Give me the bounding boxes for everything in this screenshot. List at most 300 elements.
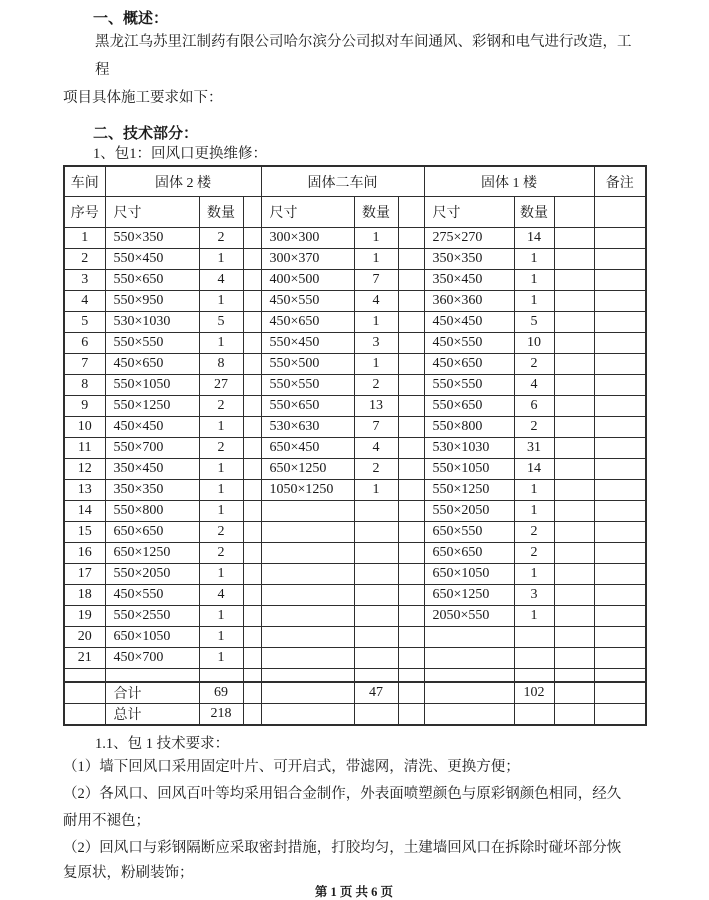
- qty-cell: 1: [514, 480, 554, 501]
- gap-header-2: [398, 197, 424, 228]
- qty-cell: 2: [199, 396, 243, 417]
- size-cell: [424, 669, 514, 683]
- qty-cell: 1: [199, 564, 243, 585]
- gap-cell: [243, 417, 261, 438]
- seq-cell: 10: [64, 417, 105, 438]
- group1-header: 固体 2 楼: [105, 166, 261, 197]
- qty-cell: 102: [514, 682, 554, 704]
- qty-cell: 1: [354, 354, 398, 375]
- requirement-item-1: （1）墙下回风口采用固定叶片、可开启式，带滤网，清洗、更换方便；: [63, 759, 520, 775]
- gap-cell: [398, 375, 424, 396]
- size-cell: 550×550: [424, 375, 514, 396]
- requirement-item-2-line1: （2）各风口、回风百叶等均采用铝合金制作，外表面喷塑颜色与原彩钢颜色相同，经久: [63, 786, 622, 802]
- qty-cell: 27: [199, 375, 243, 396]
- size-cell: [424, 682, 514, 704]
- qty-cell: 1: [514, 291, 554, 312]
- gap-cell: [398, 312, 424, 333]
- qty-cell: [514, 648, 554, 669]
- intro-line1: 黑龙江乌苏里江制药有限公司哈尔滨分公司拟对车间通风、彩钢和电气进行改造，工程: [95, 34, 632, 78]
- size-cell: 450×550: [424, 333, 514, 354]
- size-cell: [261, 704, 354, 726]
- table-row: [64, 249, 646, 270]
- gap-cell: [398, 480, 424, 501]
- size-cell: 650×1050: [424, 564, 514, 585]
- qty-cell: 1: [354, 228, 398, 249]
- remark-cell: [594, 669, 646, 683]
- gap-cell: [398, 606, 424, 627]
- size-cell: 550×1250: [105, 396, 199, 417]
- size-cell: [261, 627, 354, 648]
- gap-cell: [554, 459, 594, 480]
- seq-cell: [64, 682, 105, 704]
- gap-cell: [243, 648, 261, 669]
- seq-cell: 1: [64, 228, 105, 249]
- gap-cell: [243, 438, 261, 459]
- size-cell: 550×1250: [424, 480, 514, 501]
- size-cell: 550×2050: [105, 564, 199, 585]
- qty-header-2: 数量: [354, 197, 398, 228]
- gap-cell: [243, 291, 261, 312]
- size-cell: 450×650: [105, 354, 199, 375]
- gap-cell: [398, 522, 424, 543]
- qty-cell: 1: [199, 480, 243, 501]
- remark-subheader: [594, 197, 646, 228]
- gap-header-1: [243, 197, 261, 228]
- section2-heading: 二、技术部分：: [93, 126, 199, 142]
- seq-cell: 9: [64, 396, 105, 417]
- qty-cell: [354, 627, 398, 648]
- qty-cell: [514, 704, 554, 726]
- qty-cell: 8: [199, 354, 243, 375]
- gap-cell: [243, 228, 261, 249]
- size-cell: 550×950: [105, 291, 199, 312]
- gap-cell: [554, 669, 594, 683]
- seq-cell: 6: [64, 333, 105, 354]
- remark-cell: [594, 354, 646, 375]
- size-cell: [424, 704, 514, 726]
- qty-cell: 1: [514, 606, 554, 627]
- gap-cell: [554, 543, 594, 564]
- gap-cell: [398, 249, 424, 270]
- size-cell: 400×500: [261, 270, 354, 291]
- qty-cell: [514, 627, 554, 648]
- size-cell: 650×1050: [105, 627, 199, 648]
- gap-cell: [398, 648, 424, 669]
- gap-cell: [554, 501, 594, 522]
- gap-cell: [398, 459, 424, 480]
- size-cell: 550×450: [105, 249, 199, 270]
- size-header-3: 尺寸: [424, 197, 514, 228]
- remark-cell: [594, 682, 646, 704]
- qty-cell: 1: [199, 459, 243, 480]
- size-cell: 550×450: [261, 333, 354, 354]
- table-row: [64, 606, 646, 627]
- size-cell: 650×650: [424, 543, 514, 564]
- remark-cell: [594, 270, 646, 291]
- remark-cell: [594, 333, 646, 354]
- gap-cell: [554, 333, 594, 354]
- size-cell: 530×630: [261, 417, 354, 438]
- gap-cell: [243, 249, 261, 270]
- table-row: [64, 459, 646, 480]
- qty-cell: 4: [354, 438, 398, 459]
- qty-cell: 2: [354, 459, 398, 480]
- gap-cell: [554, 648, 594, 669]
- qty-cell: 2: [199, 438, 243, 459]
- gap-cell: [554, 270, 594, 291]
- gap-cell: [243, 704, 261, 726]
- gap-cell: [243, 480, 261, 501]
- gap-cell: [243, 564, 261, 585]
- qty-cell: 1: [514, 270, 554, 291]
- size-cell: 550×350: [105, 228, 199, 249]
- qty-cell: 1: [199, 291, 243, 312]
- gap-cell: [554, 627, 594, 648]
- size-cell: 550×1050: [105, 375, 199, 396]
- remark-cell: [594, 704, 646, 726]
- qty-cell: 2: [354, 375, 398, 396]
- qty-cell: [354, 543, 398, 564]
- gap-cell: [243, 333, 261, 354]
- size-cell: [261, 564, 354, 585]
- qty-cell: 4: [354, 291, 398, 312]
- seq-cell: 16: [64, 543, 105, 564]
- size-cell: 550×500: [261, 354, 354, 375]
- requirements-heading: 1.1、包 1 技术要求：: [95, 736, 230, 752]
- gap-cell: [398, 585, 424, 606]
- remark-cell: [594, 501, 646, 522]
- qty-cell: 10: [514, 333, 554, 354]
- remark-cell: [594, 396, 646, 417]
- seq-cell: 18: [64, 585, 105, 606]
- remark-cell: [594, 312, 646, 333]
- gap-cell: [554, 375, 594, 396]
- table-row: [64, 522, 646, 543]
- qty-cell: 2: [514, 417, 554, 438]
- gap-cell: [398, 682, 424, 704]
- size-cell: 550×800: [105, 501, 199, 522]
- size-cell: 650×550: [424, 522, 514, 543]
- qty-cell: [354, 606, 398, 627]
- qty-cell: 2: [199, 543, 243, 564]
- workshop-header: 车间: [64, 166, 105, 197]
- qty-cell: 218: [199, 704, 243, 726]
- gap-cell: [554, 291, 594, 312]
- qty-cell: 1: [199, 333, 243, 354]
- gap-cell: [554, 396, 594, 417]
- size-cell: 450×450: [105, 417, 199, 438]
- seq-cell: 13: [64, 480, 105, 501]
- remark-cell: [594, 249, 646, 270]
- sub-header-row: [64, 197, 646, 228]
- seq-cell: 5: [64, 312, 105, 333]
- gap-cell: [554, 682, 594, 704]
- qty-cell: 3: [354, 333, 398, 354]
- remark-cell: [594, 417, 646, 438]
- seq-cell: 8: [64, 375, 105, 396]
- qty-cell: 1: [199, 606, 243, 627]
- size-cell: 650×1250: [261, 459, 354, 480]
- gap-cell: [398, 501, 424, 522]
- size-cell: 450×450: [424, 312, 514, 333]
- size-cell: 550×650: [261, 396, 354, 417]
- gap-cell: [243, 669, 261, 683]
- remark-cell: [594, 564, 646, 585]
- qty-cell: [354, 648, 398, 669]
- size-cell: 650×450: [261, 438, 354, 459]
- gap-cell: [398, 228, 424, 249]
- size-cell: 450×700: [105, 648, 199, 669]
- size-cell: [261, 648, 354, 669]
- requirement-item-2-line2: 耐用不褪色；: [63, 813, 150, 829]
- size-cell: 550×800: [424, 417, 514, 438]
- grand-total-row: [64, 704, 646, 726]
- remark-cell: [594, 228, 646, 249]
- gap-cell: [243, 543, 261, 564]
- gap-cell: [243, 375, 261, 396]
- remark-cell: [594, 585, 646, 606]
- qty-cell: 2: [514, 354, 554, 375]
- gap-cell: [554, 249, 594, 270]
- size-cell: 550×2550: [105, 606, 199, 627]
- qty-cell: 1: [354, 312, 398, 333]
- qty-cell: 2: [199, 228, 243, 249]
- gap-cell: [398, 396, 424, 417]
- seq-cell: [64, 669, 105, 683]
- size-cell: 350×450: [105, 459, 199, 480]
- table-row: [64, 543, 646, 564]
- gap-cell: [243, 396, 261, 417]
- size-cell: 450×650: [261, 312, 354, 333]
- gap-cell: [398, 564, 424, 585]
- remark-cell: [594, 438, 646, 459]
- gap-cell: [243, 522, 261, 543]
- size-cell: 530×1030: [105, 312, 199, 333]
- gap-cell: [554, 606, 594, 627]
- gap-cell: [243, 585, 261, 606]
- qty-cell: [354, 522, 398, 543]
- gap-cell: [398, 417, 424, 438]
- size-cell: [261, 522, 354, 543]
- size-cell: 650×1250: [424, 585, 514, 606]
- qty-cell: 5: [199, 312, 243, 333]
- gap-cell: [243, 501, 261, 522]
- qty-cell: 4: [199, 270, 243, 291]
- size-cell: 550×550: [261, 375, 354, 396]
- group-header-row: [64, 166, 646, 197]
- table-row: [64, 417, 646, 438]
- qty-cell: 1: [354, 249, 398, 270]
- table-row: [64, 228, 646, 249]
- seq-cell: 17: [64, 564, 105, 585]
- gap-cell: [398, 669, 424, 683]
- remark-cell: [594, 648, 646, 669]
- gap-cell: [398, 333, 424, 354]
- gap-cell: [398, 438, 424, 459]
- group3-header: 固体 1 楼: [424, 166, 594, 197]
- size-cell: 总计: [105, 704, 199, 726]
- qty-header-3: 数量: [514, 197, 554, 228]
- qty-cell: [514, 669, 554, 683]
- remark-header: 备注: [594, 166, 646, 197]
- qty-header-1: 数量: [199, 197, 243, 228]
- gap-cell: [554, 585, 594, 606]
- table-row: [64, 564, 646, 585]
- size-cell: 350×350: [105, 480, 199, 501]
- gap-cell: [554, 438, 594, 459]
- size-cell: 550×1050: [424, 459, 514, 480]
- gap-cell: [398, 291, 424, 312]
- gap-cell: [243, 270, 261, 291]
- gap-cell: [554, 312, 594, 333]
- size-cell: 350×450: [424, 270, 514, 291]
- table-row: [64, 396, 646, 417]
- size-cell: 550×650: [424, 396, 514, 417]
- seq-cell: 20: [64, 627, 105, 648]
- size-cell: [424, 627, 514, 648]
- gap-cell: [243, 354, 261, 375]
- seq-cell: 12: [64, 459, 105, 480]
- qty-cell: 5: [514, 312, 554, 333]
- size-cell: 650×1250: [105, 543, 199, 564]
- qty-cell: 1: [514, 249, 554, 270]
- table-row: [64, 438, 646, 459]
- remark-cell: [594, 543, 646, 564]
- gap-cell: [554, 704, 594, 726]
- qty-cell: 4: [514, 375, 554, 396]
- qty-cell: [354, 669, 398, 683]
- qty-cell: 1: [199, 501, 243, 522]
- qty-cell: 31: [514, 438, 554, 459]
- size-cell: 550×2050: [424, 501, 514, 522]
- seq-cell: [64, 704, 105, 726]
- vent-dimensions-table: [63, 165, 647, 726]
- seq-cell: 3: [64, 270, 105, 291]
- intro-line2: 项目具体施工要求如下：: [63, 90, 223, 106]
- gap-cell: [398, 627, 424, 648]
- gap-cell: [243, 627, 261, 648]
- qty-cell: [199, 669, 243, 683]
- size-cell: 450×550: [261, 291, 354, 312]
- seq-cell: 11: [64, 438, 105, 459]
- qty-cell: 14: [514, 459, 554, 480]
- size-cell: [261, 585, 354, 606]
- size-cell: [261, 501, 354, 522]
- table-row: [64, 270, 646, 291]
- table-row: [64, 312, 646, 333]
- table-row: [64, 333, 646, 354]
- gap-cell: [554, 354, 594, 375]
- table-row: [64, 375, 646, 396]
- gap-cell: [398, 270, 424, 291]
- size-cell: 275×270: [424, 228, 514, 249]
- table-row: [64, 627, 646, 648]
- size-cell: [261, 682, 354, 704]
- size-cell: [105, 669, 199, 683]
- table-row: [64, 354, 646, 375]
- table-row: [64, 291, 646, 312]
- size-header-2: 尺寸: [261, 197, 354, 228]
- qty-cell: 3: [514, 585, 554, 606]
- size-cell: 550×550: [105, 333, 199, 354]
- qty-cell: 69: [199, 682, 243, 704]
- gap-cell: [554, 564, 594, 585]
- seq-cell: 19: [64, 606, 105, 627]
- qty-cell: 1: [199, 417, 243, 438]
- requirement-item-3-line2: 复原状，粉刷装饰；: [63, 865, 194, 881]
- seq-cell: 14: [64, 501, 105, 522]
- qty-cell: 2: [514, 543, 554, 564]
- size-cell: 360×360: [424, 291, 514, 312]
- size-cell: 300×300: [261, 228, 354, 249]
- qty-cell: 2: [199, 522, 243, 543]
- size-cell: [261, 669, 354, 683]
- size-cell: 450×550: [105, 585, 199, 606]
- gap-cell: [554, 228, 594, 249]
- size-cell: 450×650: [424, 354, 514, 375]
- page-footer: 第 1 页 共 6 页: [314, 885, 394, 899]
- qty-cell: [354, 501, 398, 522]
- qty-cell: [354, 585, 398, 606]
- size-header-1: 尺寸: [105, 197, 199, 228]
- seq-header: 序号: [64, 197, 105, 228]
- group2-header: 固体二车间: [261, 166, 424, 197]
- qty-cell: 47: [354, 682, 398, 704]
- size-cell: 550×650: [105, 270, 199, 291]
- gap-cell: [243, 459, 261, 480]
- subtotal-row: [64, 682, 646, 704]
- size-cell: 300×370: [261, 249, 354, 270]
- qty-cell: 1: [354, 480, 398, 501]
- qty-cell: [354, 564, 398, 585]
- size-cell: 合计: [105, 682, 199, 704]
- size-cell: 530×1030: [424, 438, 514, 459]
- gap-cell: [554, 480, 594, 501]
- size-cell: 1050×1250: [261, 480, 354, 501]
- seq-cell: 15: [64, 522, 105, 543]
- qty-cell: 1: [199, 627, 243, 648]
- qty-cell: 1: [199, 648, 243, 669]
- gap-cell: [398, 354, 424, 375]
- size-cell: [261, 543, 354, 564]
- table-row: [64, 648, 646, 669]
- size-cell: [424, 648, 514, 669]
- gap-cell: [554, 522, 594, 543]
- table-row: [64, 585, 646, 606]
- size-cell: 650×650: [105, 522, 199, 543]
- remark-cell: [594, 459, 646, 480]
- qty-cell: [354, 704, 398, 726]
- gap-cell: [554, 417, 594, 438]
- gap-cell: [398, 704, 424, 726]
- package-title: 1、包1：回风口更换维修：: [93, 146, 267, 162]
- qty-cell: 1: [514, 501, 554, 522]
- qty-cell: 7: [354, 270, 398, 291]
- size-cell: [261, 606, 354, 627]
- qty-cell: 7: [354, 417, 398, 438]
- size-cell: 350×350: [424, 249, 514, 270]
- qty-cell: 4: [199, 585, 243, 606]
- qty-cell: 14: [514, 228, 554, 249]
- gap-cell: [243, 312, 261, 333]
- size-cell: 550×700: [105, 438, 199, 459]
- spacer-row: [64, 669, 646, 683]
- table-row: [64, 501, 646, 522]
- remark-cell: [594, 522, 646, 543]
- dimension-table-body: [64, 228, 646, 726]
- qty-cell: 1: [514, 564, 554, 585]
- remark-cell: [594, 375, 646, 396]
